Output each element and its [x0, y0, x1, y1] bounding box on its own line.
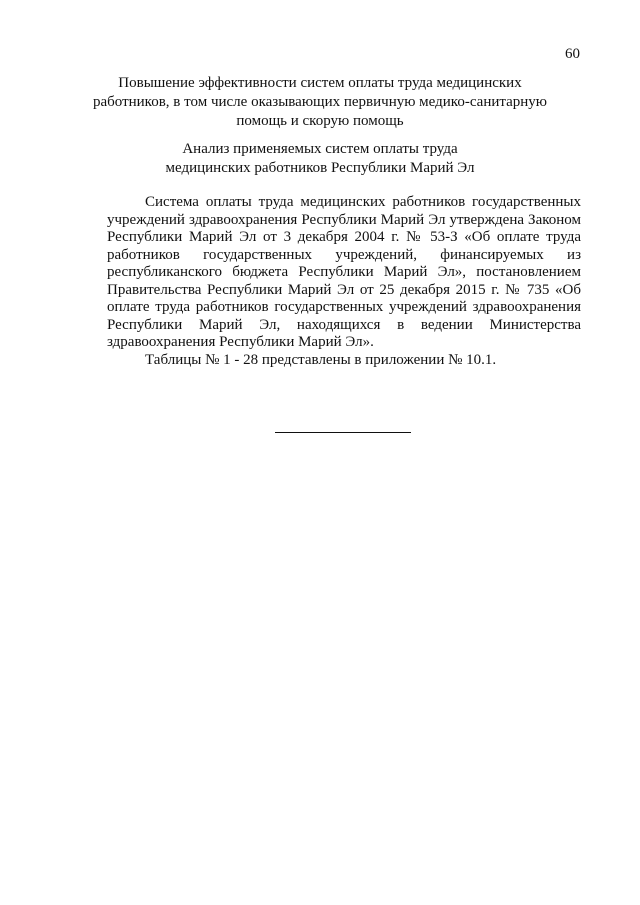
end-divider-line	[275, 432, 411, 433]
tables-reference-paragraph: Таблицы № 1 - 28 представлены в приложении № 10.1.	[145, 351, 497, 368]
body-text	[107, 194, 581, 369]
section-subtitle-line: медицинских работников Республики Марий Эл	[165, 160, 475, 176]
section-title-line: помощь и скорую помощь	[236, 113, 404, 129]
section-subtitle	[60, 140, 580, 178]
section-title-line: работников, в том числе оказывающих первичную медико-санитарную	[92, 94, 547, 110]
section-title	[60, 74, 580, 131]
section-title-line: Повышение эффективности систем оплаты труда медицинских	[118, 75, 522, 91]
page-number: 60	[565, 46, 580, 62]
section-subtitle-line: Анализ применяемых систем оплаты труда	[182, 141, 458, 157]
body-paragraph: Система оплаты труда медицинских работников государственных учреждений здравоохранения Республики Марий Эл утверждена Законом Республики Марий Эл от 3 декабря 2004 г. № 53-З «Об оплате труда работников государственных учреждений, финансируемых из республиканского бюджета Республики Марий Эл», постановлением Правительства Республики Марий Эл от 25 декабря 2015 г. № 735 «Об оплате труда работников государственных учреждений здравоохранения Республики Марий Эл, находящихся в ведении Министерства здравоохранения Республики Марий Эл».	[107, 194, 581, 350]
